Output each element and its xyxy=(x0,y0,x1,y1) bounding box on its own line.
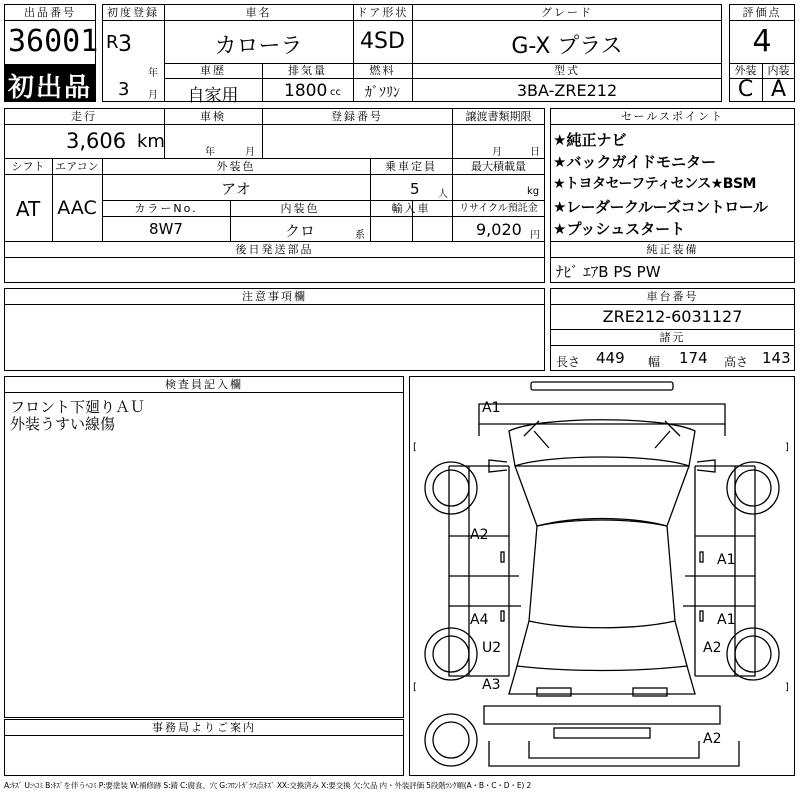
inspection-month-unit: 月 xyxy=(245,147,255,158)
recycle-label: リサイクル預託金 xyxy=(459,203,538,214)
car-name-label: 車名 xyxy=(245,6,272,19)
door-value: 4SD xyxy=(360,29,405,54)
month-unit: 月 xyxy=(148,90,158,101)
svg-text:]: ] xyxy=(785,682,789,693)
width-value: 174 xyxy=(679,349,708,367)
reg-year: 3 xyxy=(118,32,132,57)
sales-point: ★プッシュスタート xyxy=(553,220,686,238)
shift-label: シフト xyxy=(11,160,45,173)
int-color-suffix: 系 xyxy=(355,230,365,241)
color-no-value: 8W7 xyxy=(149,220,183,238)
max-load-label: 最大積載量 xyxy=(471,160,526,173)
chassis-label: 車台番号 xyxy=(646,290,699,303)
damage-mark: A2 xyxy=(703,731,722,747)
int-score: A xyxy=(770,77,787,102)
inspection-year-unit: 年 xyxy=(205,147,215,158)
era: R xyxy=(106,32,119,53)
sales-point: ★純正ナビ xyxy=(553,131,627,149)
recycle-value: 9,020 xyxy=(476,220,522,239)
door-label: ドア形状 xyxy=(356,6,409,19)
damage-mark: A3 xyxy=(482,677,501,693)
score-label: 評価点 xyxy=(742,6,782,19)
damage-mark: A1 xyxy=(482,400,501,416)
displacement-unit: cc xyxy=(330,87,341,98)
sales-point: ★バックガイドモニター xyxy=(553,153,716,171)
length-value: 449 xyxy=(596,349,625,367)
reg-month: 3 xyxy=(118,79,130,100)
damage-mark: U2 xyxy=(482,640,502,656)
svg-text:[: [ xyxy=(413,442,417,453)
specs-label: 諸元 xyxy=(659,331,686,344)
displacement-value: 1800 xyxy=(284,81,328,101)
length-label: 長さ xyxy=(556,355,581,369)
import-label: 輸入車 xyxy=(391,202,431,215)
mileage-label: 走行 xyxy=(71,110,97,123)
car-name: カローラ xyxy=(214,34,303,59)
later-parts-label: 後日発送部品 xyxy=(235,243,314,256)
damage-mark: A4 xyxy=(470,612,489,628)
capacity-value: 5 xyxy=(410,180,420,198)
svg-text:]: ] xyxy=(785,442,789,453)
inspector-line: フロント下廻りＡＵ xyxy=(10,398,146,416)
mileage-value: 3,606 xyxy=(66,129,127,153)
reg-number-label: 登録番号 xyxy=(331,110,383,123)
fuel-label: 燃料 xyxy=(369,64,396,77)
capacity-label: 乗車定員 xyxy=(385,160,437,173)
model-value: 3BA-ZRE212 xyxy=(516,81,618,100)
ext-score-label: 外装 xyxy=(734,64,757,77)
ext-score: C xyxy=(737,77,754,102)
ext-color-value: アオ xyxy=(221,180,251,198)
legend: A:ｷｽﾞ U:ﾍｺﾐ B:ｷｽﾞを伴うﾍｺﾐ P:要塗装 W:補修跡 S:錆 C:腐食、穴 G:ﾌﾛﾝﾄｶﾞﾗｽ点ｷｽﾞ XX:交換済み X:要交換 欠:欠品 内・外装評価 5段階ﾗﾝｸ順(A・B・C・D・E) 2 xyxy=(4,781,532,790)
displacement-label: 排気量 xyxy=(288,64,327,77)
office-label: 事務局よりご案内 xyxy=(152,721,256,734)
damage-mark: A1 xyxy=(717,552,736,568)
notes-label: 注意事項欄 xyxy=(242,290,307,303)
int-score-label: 内装 xyxy=(767,64,790,77)
width-label: 幅 xyxy=(648,355,661,369)
car-diagram xyxy=(409,376,795,776)
transfer-month-unit: 月 xyxy=(492,147,502,158)
first-listing-badge-text: 初出品 xyxy=(8,73,93,103)
chassis-value: ZRE212-6031127 xyxy=(602,307,743,326)
damage-mark: A1 xyxy=(717,612,736,628)
max-load-unit: kg xyxy=(527,186,540,197)
inspection-label: 車検 xyxy=(200,110,226,123)
first-reg-label: 初度登録 xyxy=(107,6,159,19)
score-value: 4 xyxy=(752,24,772,59)
svg-text:[: [ xyxy=(413,682,417,693)
damage-mark: A2 xyxy=(703,640,722,656)
inspector-label: 検査員記入欄 xyxy=(165,378,243,391)
shift-value: AT xyxy=(15,197,41,221)
capacity-unit: 人 xyxy=(438,189,448,200)
history-label: 車歴 xyxy=(200,64,226,77)
transfer-day-unit: 日 xyxy=(530,147,540,158)
sales-point: ★レーダークルーズコントロール xyxy=(553,198,768,216)
int-color-label: 内装色 xyxy=(280,202,320,215)
grade-value: G-X プラス xyxy=(511,34,623,59)
transfer-label: 譲渡書類期限 xyxy=(465,110,532,123)
year-unit: 年 xyxy=(148,68,158,79)
inspector-line: 外装うすい線傷 xyxy=(10,415,116,433)
color-no-label: カラーNo. xyxy=(134,202,198,215)
history-value: 自家用 xyxy=(187,86,239,106)
lot-number: 36001 xyxy=(8,24,99,59)
model-label: 型式 xyxy=(554,64,580,77)
equipment-label: 純正装備 xyxy=(646,243,699,256)
sales-points-label: セールスポイント xyxy=(620,110,724,123)
lot-label: 出品番号 xyxy=(24,6,76,19)
aircon-value: AAC xyxy=(57,197,97,219)
int-color-value: クロ xyxy=(284,222,315,240)
damage-mark: A2 xyxy=(470,527,489,543)
sales-point: ★トヨタセーフティセンス★BSM xyxy=(553,176,756,192)
aircon-label: エアコン xyxy=(55,160,99,173)
height-value: 143 xyxy=(762,349,791,367)
mileage-unit: km xyxy=(137,131,165,152)
grade-label: グレード xyxy=(541,6,593,19)
ext-color-label: 外装色 xyxy=(216,160,256,173)
fuel-value: ｶﾞｿﾘﾝ xyxy=(365,85,400,101)
height-label: 高さ xyxy=(724,355,749,369)
equipment-value: ﾅﾋﾞ ｴｱB PS PW xyxy=(556,263,661,281)
recycle-unit: 円 xyxy=(530,230,540,241)
